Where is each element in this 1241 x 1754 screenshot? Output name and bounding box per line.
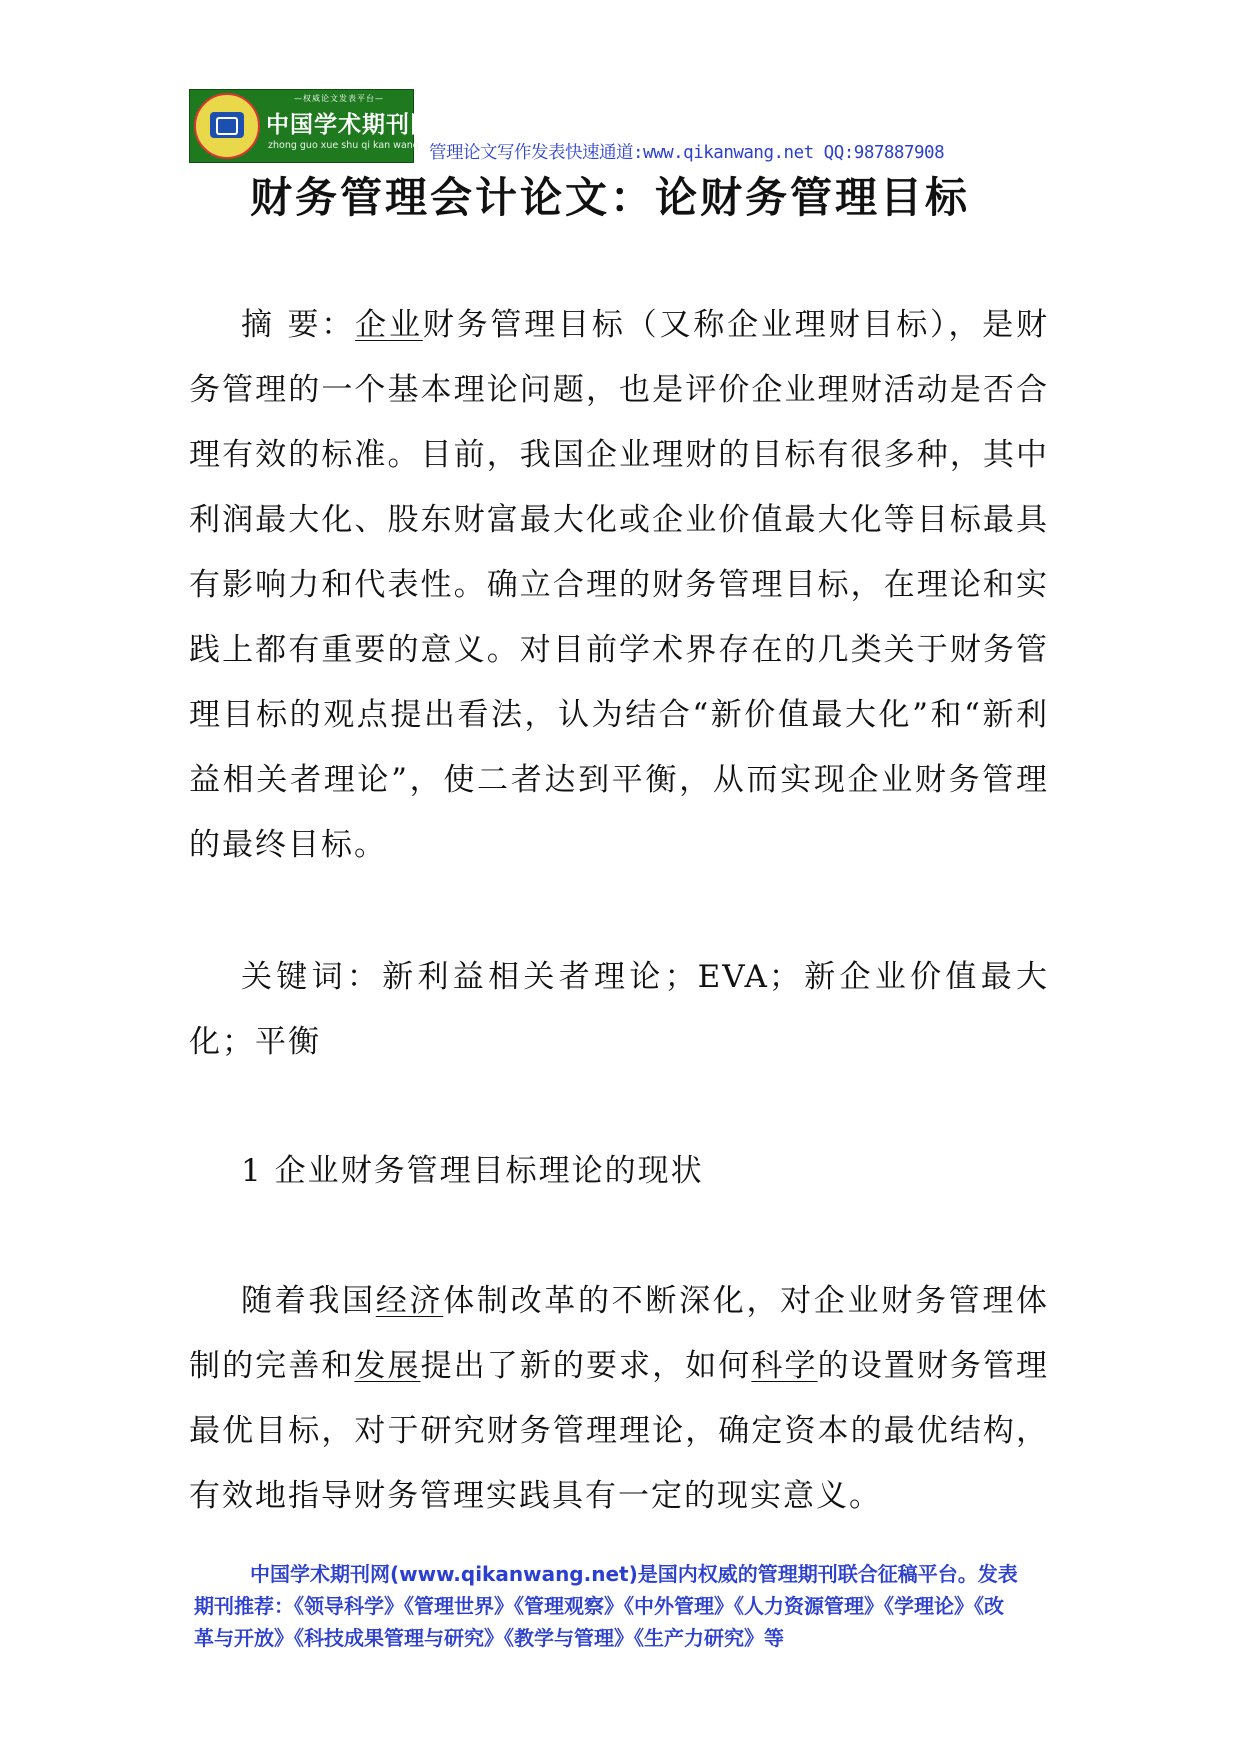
abstract-link-enterprise[interactable]: 企业 — [355, 307, 423, 343]
keywords-label: 关键词： — [241, 959, 383, 995]
logo-site-name: 中国学术期刊网 — [266, 112, 434, 138]
footer-line-3: 革与开放》《科技成果管理与研究》《教学与管理》《生产力研究》等 — [194, 1626, 784, 1650]
body-link-science[interactable]: 科学 — [751, 1348, 818, 1384]
body-link-economy[interactable]: 经济 — [375, 1283, 444, 1319]
abstract-paragraph — [189, 293, 1049, 878]
body-paragraph — [189, 1269, 1049, 1529]
keywords-paragraph — [189, 945, 1049, 1075]
abstract-label: 摘 要： — [241, 307, 356, 343]
body-text-3: 提出了新的要求，如何 — [420, 1348, 752, 1384]
header-promo-link[interactable]: 管理论文写作发表快速通道:www.qikanwang.net QQ:987887908 — [429, 143, 945, 163]
open-book-icon — [210, 112, 244, 138]
logo-seal-icon — [194, 93, 260, 159]
document-title: 财务管理会计论文：论财务管理目标 — [249, 173, 970, 222]
abstract-text: 财务管理目标（又称企业理财目标），是财务管理的一个基本理论问题，也是评价企业理财活动是否合理有效的标准。目前，我国企业理财的目标有很多种，其中利润最大化、股东财富最大化或企业价值最大化等目标最具有影响力和代表性。确立合理的财务管理目标，在理论和实践上都有重要的意义。对目前学术界存在的几类关于财务管理目标的观点提出看法，认为结合“新价值最大化”和“新利益相关者理论”，使二者达到平衡，从而实现企业财务管理的最终目标。 — [189, 307, 1050, 863]
section-heading — [189, 1139, 1049, 1204]
site-logo[interactable] — [189, 89, 434, 163]
footer-line-1[interactable]: 中国学术期刊网(www.qikanwang.net)是国内权威的管理期刊联合征稿平台。发表 — [250, 1562, 1018, 1586]
body-text-2: 体制改革的不断深化，对企业财务管理体制的完善和 — [189, 1283, 1050, 1384]
section-heading-text: 1 企业财务管理目标理论的现状 — [241, 1153, 704, 1189]
logo-tagline: —权威论文发表平台— — [294, 94, 384, 103]
page-header — [189, 89, 1049, 164]
body-link-development[interactable]: 发展 — [354, 1348, 421, 1384]
keywords-text: 新利益相关者理论；EVA；新企业价值最大化；平衡 — [189, 959, 1049, 1060]
logo-pinyin: zhong guo xue shu qi kan wang — [268, 140, 419, 151]
body-text-4: 的设置财务管理最优目标，对于研究财务管理理论，确定资本的最优结构，有效地指导财务管理实践具有一定的现实意义。 — [189, 1348, 1050, 1514]
footer-line-2: 期刊推荐：《领导科学》《管理世界》《管理观察》《中外管理》《人力资源管理》《学理论》《改 — [194, 1594, 1004, 1618]
page-footer[interactable] — [194, 1558, 1064, 1654]
body-text-1: 随着我国 — [241, 1283, 376, 1319]
